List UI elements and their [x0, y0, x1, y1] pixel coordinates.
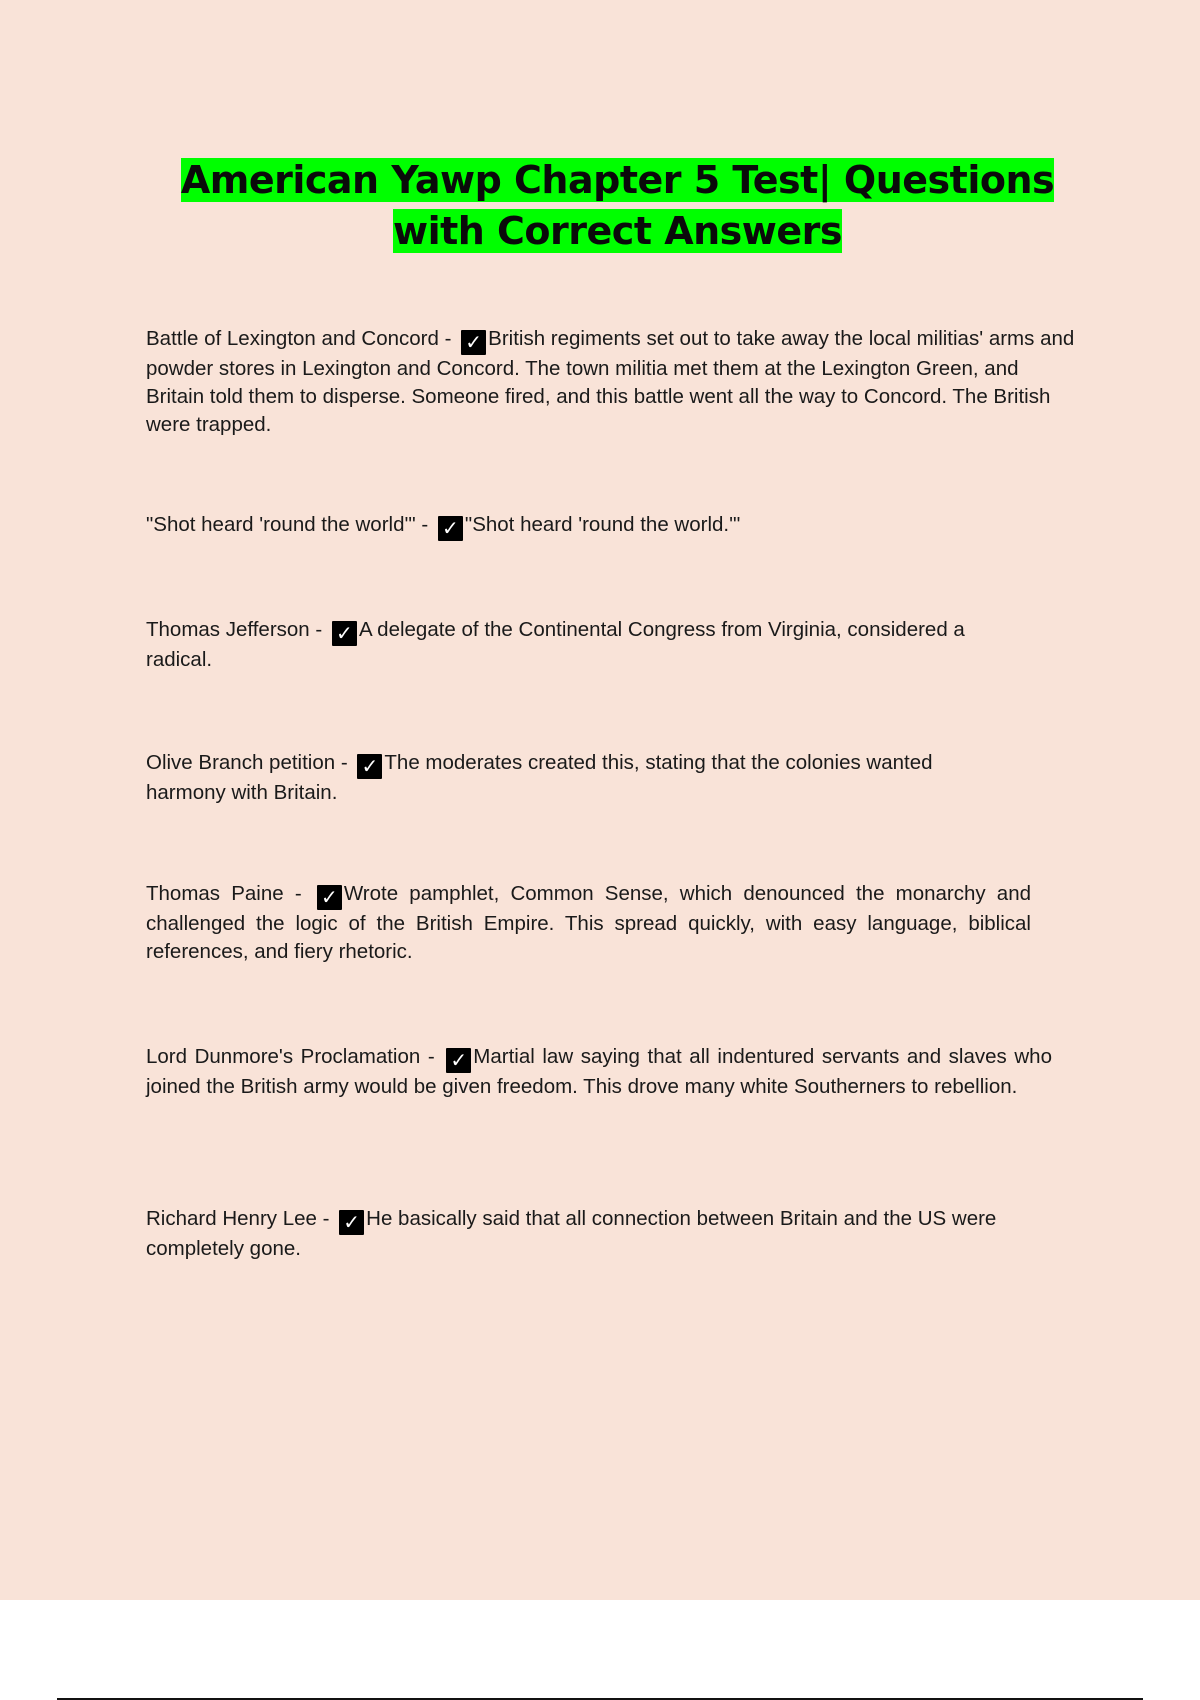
entry-answer: He basically said that all connection between Britain and the US were completely gone.	[146, 1207, 997, 1260]
title-block	[150, 155, 1085, 257]
entry-separator: -	[322, 1207, 330, 1230]
entry-term: Thomas Jefferson	[146, 618, 310, 641]
qa-entry-richard-henry-lee	[146, 1205, 1016, 1263]
qa-entry-thomas-jefferson	[146, 616, 1016, 674]
checkmark-icon: ✓	[446, 1048, 471, 1073]
qa-entry-thomas-paine	[146, 880, 1031, 966]
qa-entry-lexington-concord	[146, 325, 1076, 439]
entry-term: Olive Branch petition	[146, 751, 336, 774]
entry-term: Lord Dunmore's Proclamation	[146, 1045, 421, 1068]
entry-answer: The moderates created this, stating that the colonies wanted harmony with Britain.	[146, 751, 933, 804]
entry-separator: -	[340, 751, 348, 774]
checkmark-icon: ✓	[339, 1210, 364, 1235]
checkmark-icon: ✓	[332, 621, 357, 646]
entry-answer: Martial law saying that all indentured servants and slaves who joined the British army would be given freedom. This drove many white Southerners to rebellion.	[146, 1045, 1052, 1098]
entry-separator: -	[444, 327, 452, 350]
qa-entry-shot-heard	[146, 511, 1076, 541]
entry-answer: Wrote pamphlet, Common Sense, which denounced the monarchy and challenged the logic of the British Empire. This spread quickly, with easy language, biblical references, and fiery rhetoric.	[146, 882, 1032, 963]
checkmark-icon: ✓	[461, 330, 486, 355]
entry-term: Thomas Paine	[146, 882, 284, 905]
entry-answer: A delegate of the Continental Congress from Virginia, considered a radical.	[146, 618, 965, 671]
checkmark-icon: ✓	[438, 516, 463, 541]
entry-term: Richard Henry Lee	[146, 1207, 317, 1230]
checkmark-icon: ✓	[357, 754, 382, 779]
entry-separator: -	[421, 513, 429, 536]
page-title: American Yawp Chapter 5 Test| Questions with Correct Answers	[180, 158, 1055, 253]
entry-term: "Shot heard 'round the world'"	[146, 513, 416, 536]
entry-answer: "Shot heard 'round the world.'"	[464, 513, 741, 536]
entry-separator: -	[427, 1045, 435, 1068]
entry-separator: -	[315, 618, 323, 641]
entry-separator: -	[294, 882, 302, 905]
qa-entry-dunmore-proclamation	[146, 1043, 1052, 1101]
entry-term: Battle of Lexington and Concord	[146, 327, 439, 350]
qa-entry-olive-branch	[146, 749, 956, 807]
entry-answer: British regiments set out to take away the local militias' arms and powder stores in Lexington and Concord. The town militia met them at the Lexington Green, and Britain told them to disperse. Someone fired, and this battle went all the way to Concord. The British were trapped.	[146, 327, 1075, 436]
checkmark-icon: ✓	[317, 885, 342, 910]
